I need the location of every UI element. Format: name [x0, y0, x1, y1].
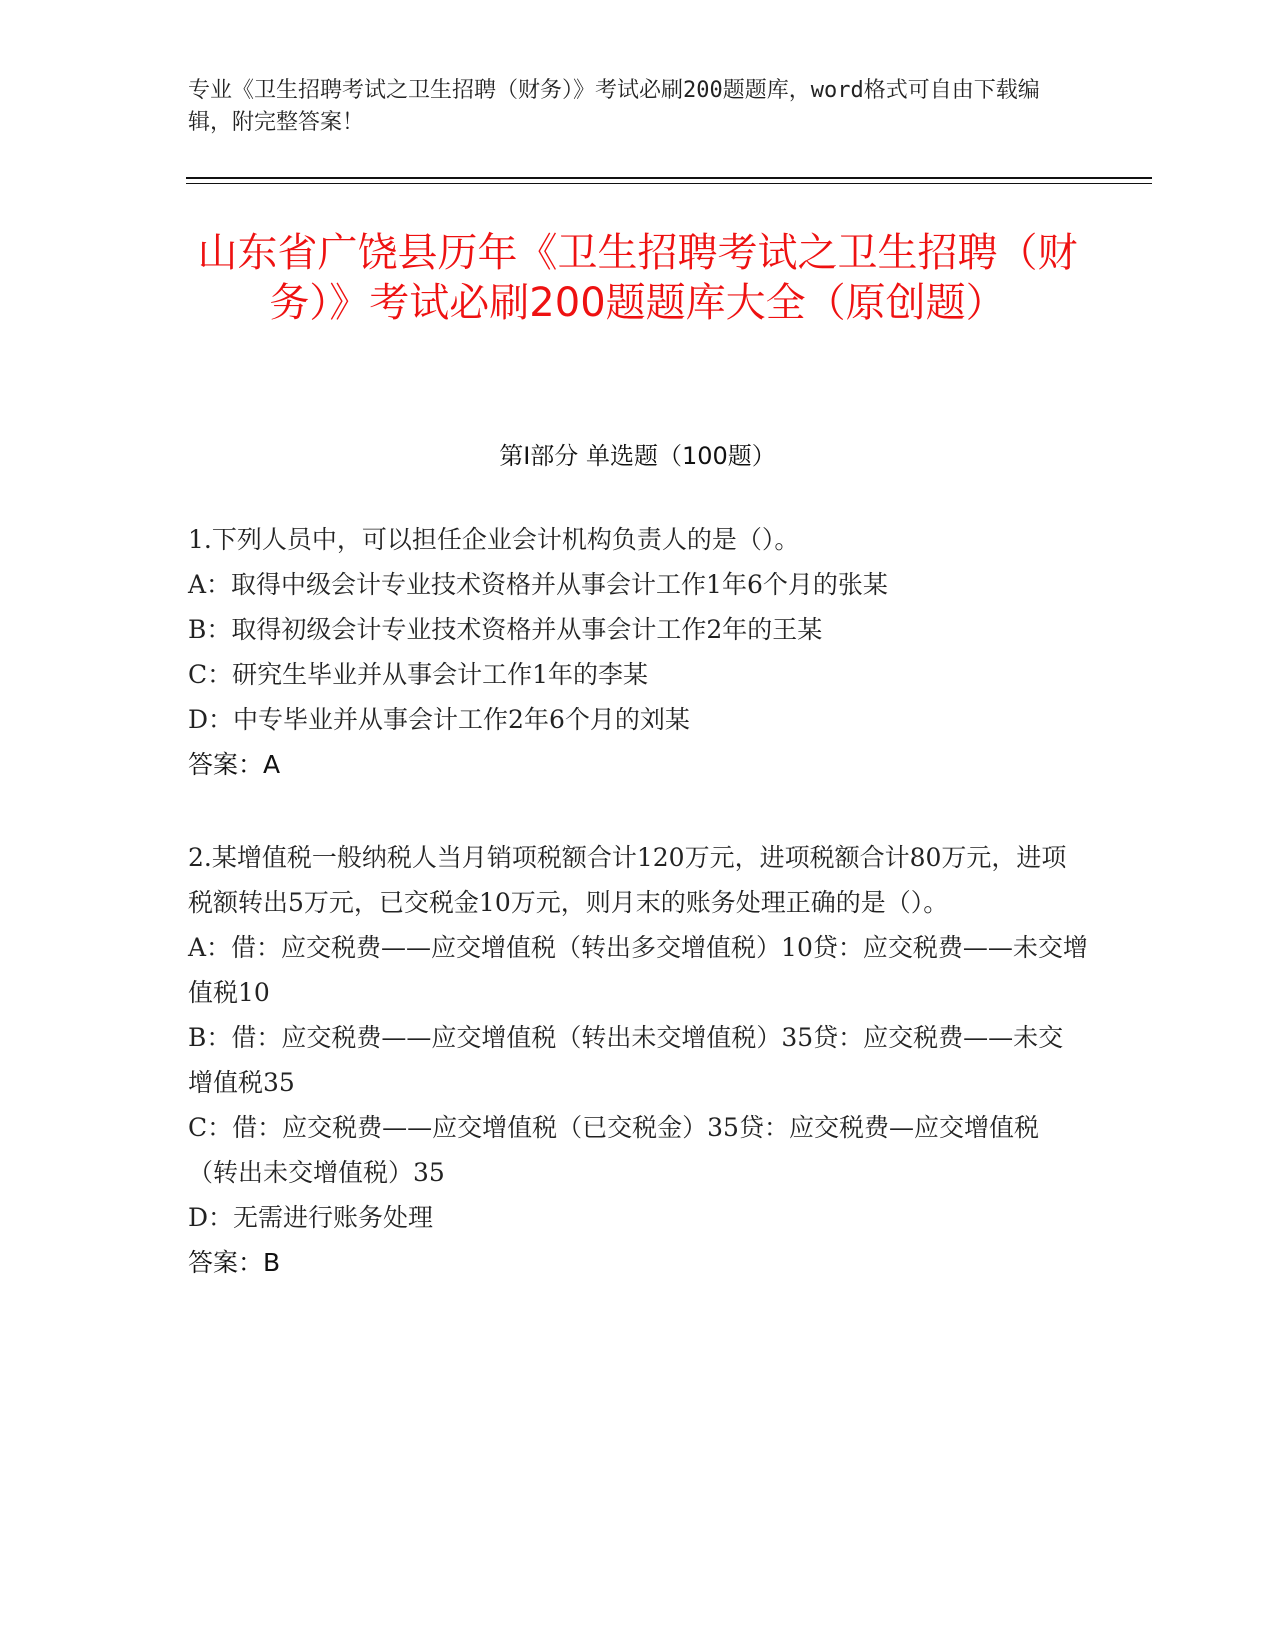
header-divider-thin	[186, 183, 1152, 184]
option-a: A：取得中级会计专业技术资格并从事会计工作1年6个月的张某	[188, 570, 888, 599]
option-a: A：借：应交税费——应交增值税（转出多交增值税）10贷：应交税费——未交增值税10	[188, 933, 1088, 1007]
document-title: 山东省广饶县历年《卫生招聘考试之卫生招聘（财务）》考试必刷200题题库大全（原创题）	[197, 230, 1078, 326]
option-b: B：借：应交税费——应交增值税（转出未交增值税）35贷：应交税费——未交增值税35	[188, 1023, 1064, 1097]
option-d: D：无需进行账务处理	[188, 1203, 434, 1232]
option-b: B：取得初级会计专业技术资格并从事会计工作2年的王某	[188, 615, 823, 644]
answer: 答案：A	[188, 750, 281, 779]
question-2	[188, 835, 1088, 1285]
question-stem: 1.下列人员中，可以担任企业会计机构负责人的是（）。	[188, 525, 800, 554]
header-note: 专业《卫生招聘考试之卫生招聘（财务）》考试必刷200题题库，word格式可自由下载编辑，附完整答案！	[188, 78, 1040, 135]
option-d: D：中专毕业并从事会计工作2年6个月的刘某	[188, 705, 690, 734]
question-stem: 2.某增值税一般纳税人当月销项税额合计120万元，进项税额合计80万元，进项税额转出5万元，已交税金10万元，则月末的账务处理正确的是（）。	[188, 843, 1067, 917]
option-c: C：研究生毕业并从事会计工作1年的李某	[188, 660, 649, 689]
option-c: C：借：应交税费——应交增值税（已交税金）35贷：应交税费—应交增值税（转出未交增值税）35	[188, 1113, 1039, 1187]
section-title: 第I部分 单选题（100题）	[499, 442, 776, 470]
answer: 答案：B	[188, 1248, 281, 1277]
question-1	[188, 517, 1088, 787]
header-divider-thick	[186, 177, 1152, 179]
